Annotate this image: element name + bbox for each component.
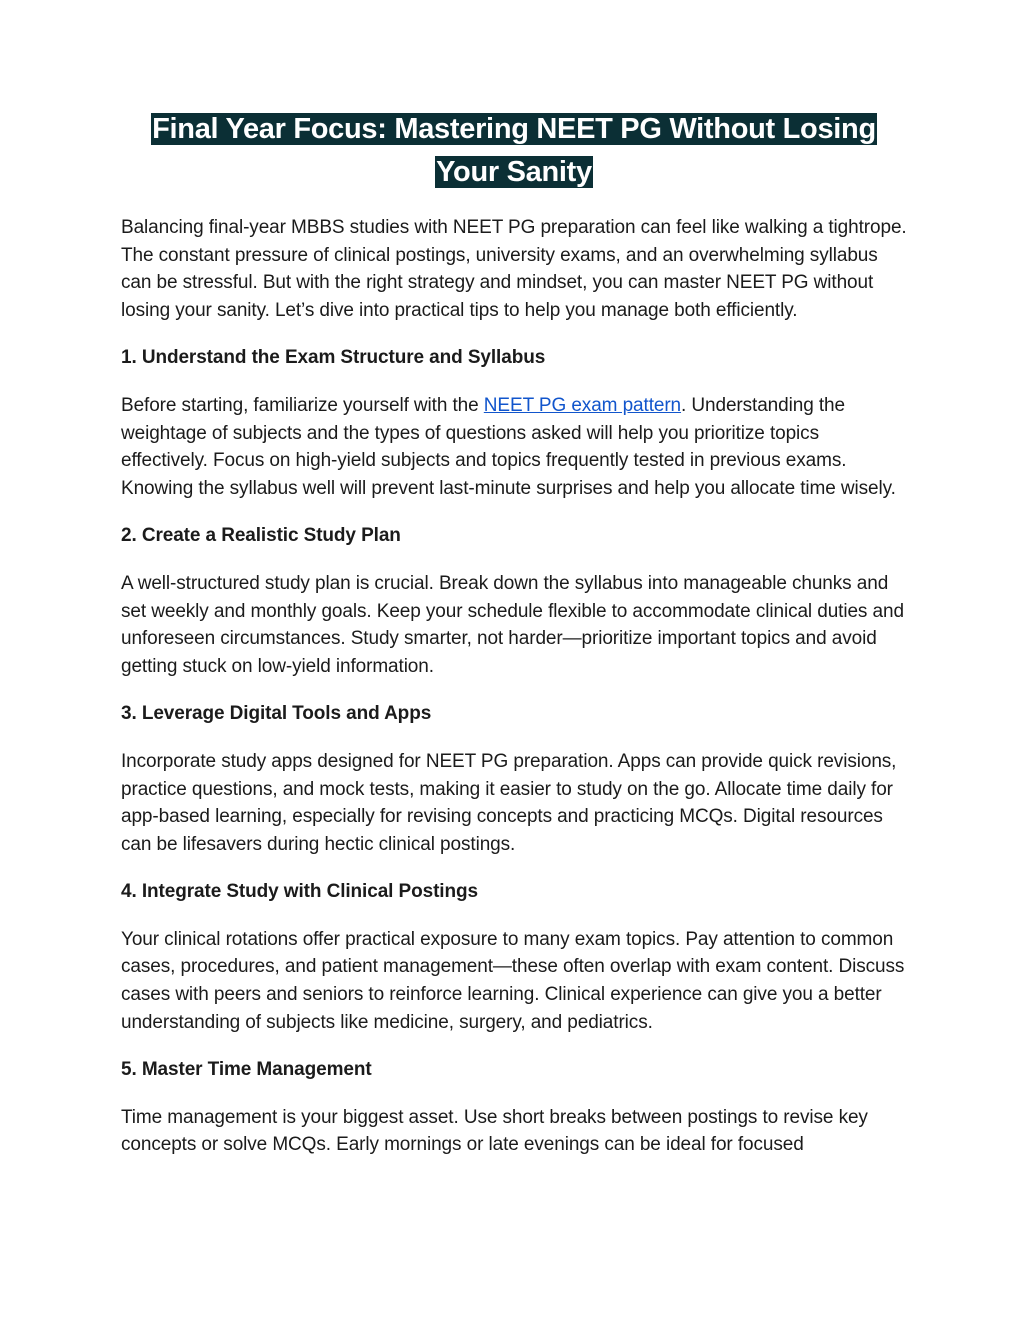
- document-page: [121, 108, 907, 1179]
- section-body-1: [121, 392, 907, 502]
- section-body-1-after-link: . Understanding the weightage of subjects and the types of questions asked will help you prioritize topics effectively. Focus on high-yield subjects and topics frequently tested in previous exams. Knowing the syllabus well will prevent last-minute surprises and help you allocate time wisely.: [121, 394, 896, 499]
- section-heading-4: 4. Integrate Study with Clinical Postings: [121, 881, 478, 903]
- title-highlight: Final Year Focus: Mastering NEET PG Without Losing Your Sanity: [152, 113, 876, 188]
- section-heading-1: 1. Understand the Exam Structure and Syllabus: [121, 347, 546, 369]
- section-heading-5: 5. Master Time Management: [121, 1059, 372, 1081]
- section-heading-3: 3. Leverage Digital Tools and Apps: [121, 703, 432, 725]
- page-title: [121, 108, 907, 194]
- section-body-4: Your clinical rotations offer practical exposure to many exam topics. Pay attention to common cases, procedures, and patient management—these often overlap with exam content. Discuss cases with peers and seniors to reinforce learning. Clinical experience can give you a better understanding of subjects like medicine, surgery, and pediatrics.: [121, 928, 905, 1033]
- section-body-5: Time management is your biggest asset. Use short breaks between postings to revise key concepts or solve MCQs. Early mornings or late evenings can be ideal for focused: [121, 1106, 868, 1156]
- section-body-2: A well-structured study plan is crucial. Break down the syllabus into manageable chunks and set weekly and monthly goals. Keep your schedule flexible to accommodate clinical duties and unforeseen circumstances. Study smarter, not harder—prioritize important topics and avoid getting stuck on low-yield information.: [121, 572, 904, 677]
- section-heading-2: 2. Create a Realistic Study Plan: [121, 525, 401, 547]
- intro-paragraph: Balancing final-year MBBS studies with NEET PG preparation can feel like walking a tightrope. The constant pressure of clinical postings, university exams, and an overwhelming syllabus can be stressful. But with the right strategy and mindset, you can master NEET PG without losing your sanity. Let’s dive into practical tips to help you manage both efficiently.: [121, 217, 907, 321]
- neet-pg-exam-pattern-link[interactable]: NEET PG exam pattern: [483, 394, 682, 416]
- section-body-3: Incorporate study apps designed for NEET PG preparation. Apps can provide quick revisions, practice questions, and mock tests, making it easier to study on the go. Allocate time daily for app-based learning, especially for revising concepts and practicing MCQs. Digital resources can be lifesavers during hectic clinical postings.: [121, 750, 897, 855]
- section-body-1-before-link: Before starting, familiarize yourself with the: [121, 394, 484, 416]
